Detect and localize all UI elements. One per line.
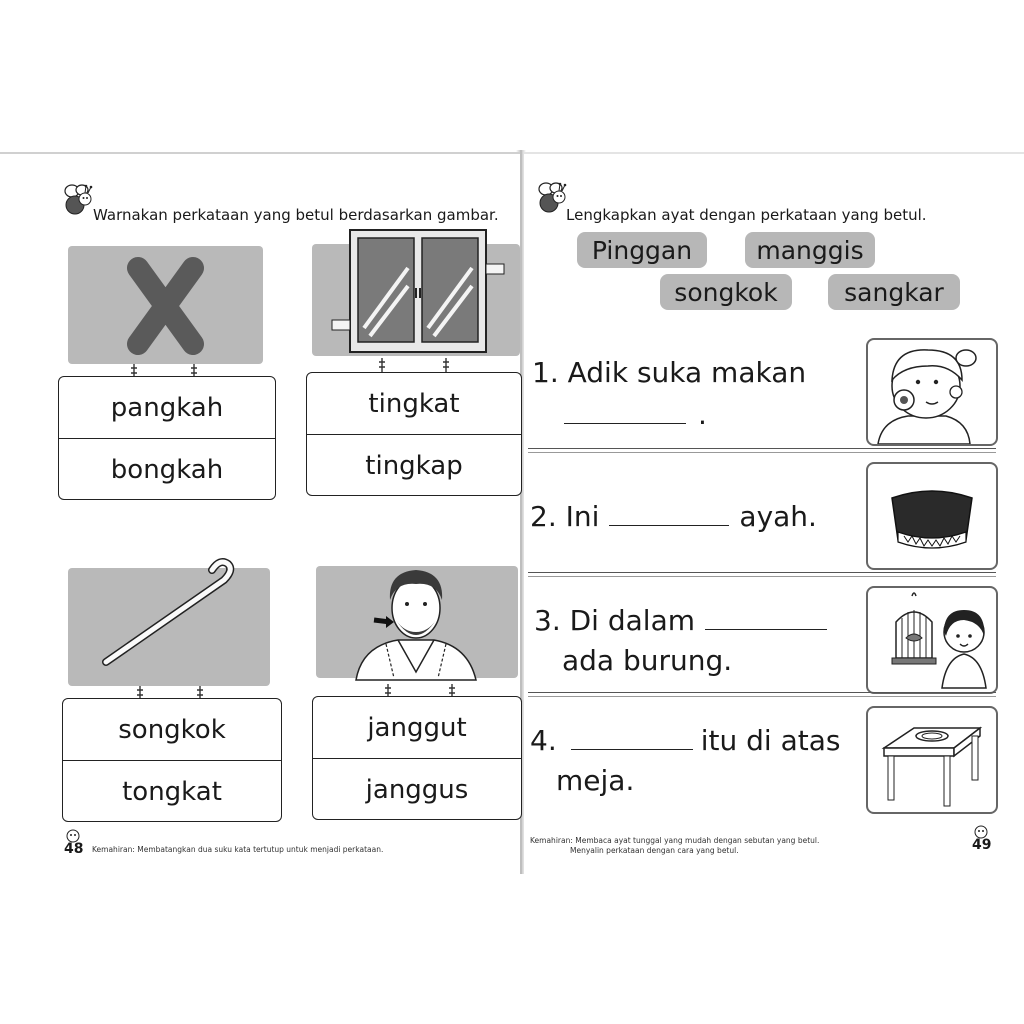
page-number: 48: [64, 841, 84, 857]
question-text: 2. Ini: [530, 500, 600, 533]
right-instruction: Lengkapkan ayat dengan perkataan yang betul.: [566, 206, 927, 224]
bearded-man-picture: [316, 560, 518, 682]
word-bank-item: sangkar: [828, 274, 960, 310]
question-4-picture: [866, 706, 998, 814]
songkok-cap-picture: [868, 464, 996, 568]
question-3-picture: [866, 586, 998, 694]
question-divider: [528, 692, 996, 697]
table-with-plate-picture: [868, 708, 996, 812]
answer-blank[interactable]: [705, 628, 827, 630]
left-instruction: Warnakan perkataan yang betul berdasarkan gambar.: [93, 206, 499, 224]
footer-line: Kemahiran: Membaca ayat tunggal yang mudah dengan sebutan yang betul.: [530, 836, 820, 845]
question-4-line1: [530, 724, 840, 757]
word-choice-box: [58, 376, 276, 500]
answer-blank[interactable]: [564, 422, 686, 424]
question-4-line2: [556, 764, 634, 797]
word-option[interactable]: bongkah: [59, 438, 275, 500]
cross-mark-picture: [68, 246, 263, 364]
bee-mascot-icon: [58, 182, 98, 220]
question-text: ada burung.: [562, 644, 733, 677]
word-choice-box: [306, 372, 522, 496]
question-text: .: [698, 398, 707, 431]
word-option[interactable]: janggut: [367, 712, 467, 743]
word-choice-box: [62, 698, 282, 822]
word-choice-box: [312, 696, 522, 820]
question-text: ayah.: [739, 500, 817, 533]
girl-with-birdcage-picture: [868, 588, 996, 692]
word-option[interactable]: janggus: [313, 758, 521, 820]
word-option[interactable]: songkok: [118, 714, 226, 745]
page-number: 49: [972, 837, 992, 853]
hook-icon: [376, 358, 388, 372]
question-text: 4.: [530, 724, 557, 757]
hook-icon: [440, 358, 452, 372]
answer-blank[interactable]: [609, 524, 729, 526]
question-divider: [528, 572, 996, 577]
word-bank-item: manggis: [745, 232, 875, 268]
question-text: itu di atas: [700, 724, 841, 757]
question-1-line2: [560, 398, 707, 431]
question-text: 3. Di dalam: [534, 604, 695, 637]
word-option[interactable]: tongkat: [63, 760, 281, 822]
answer-blank[interactable]: [571, 748, 693, 750]
question-text: meja.: [556, 764, 635, 797]
question-3-line1: [534, 604, 831, 637]
question-1-picture: [866, 338, 998, 446]
footer-line: Menyalin perkataan dengan cara yang betul.: [570, 846, 739, 855]
question-2-line1: [530, 500, 817, 533]
word-bank-item: Pinggan: [577, 232, 707, 268]
word-option[interactable]: tingkap: [307, 434, 521, 496]
word-option[interactable]: pangkah: [110, 392, 224, 423]
walking-stick-picture: [68, 556, 270, 686]
word-option[interactable]: tingkat: [368, 388, 460, 419]
skill-footer: [530, 836, 819, 856]
question-divider: [528, 448, 996, 453]
question-1-line1: [532, 356, 806, 389]
window-picture: [330, 228, 510, 356]
girl-eating-picture: [868, 340, 996, 444]
skill-footer: Kemahiran: Membatangkan dua suku kata tertutup untuk menjadi perkataan.: [92, 845, 384, 854]
question-2-picture: [866, 462, 998, 570]
question-3-line2: [562, 644, 732, 677]
word-bank-item: songkok: [660, 274, 792, 310]
question-text: 1. Adik suka makan: [532, 356, 807, 389]
